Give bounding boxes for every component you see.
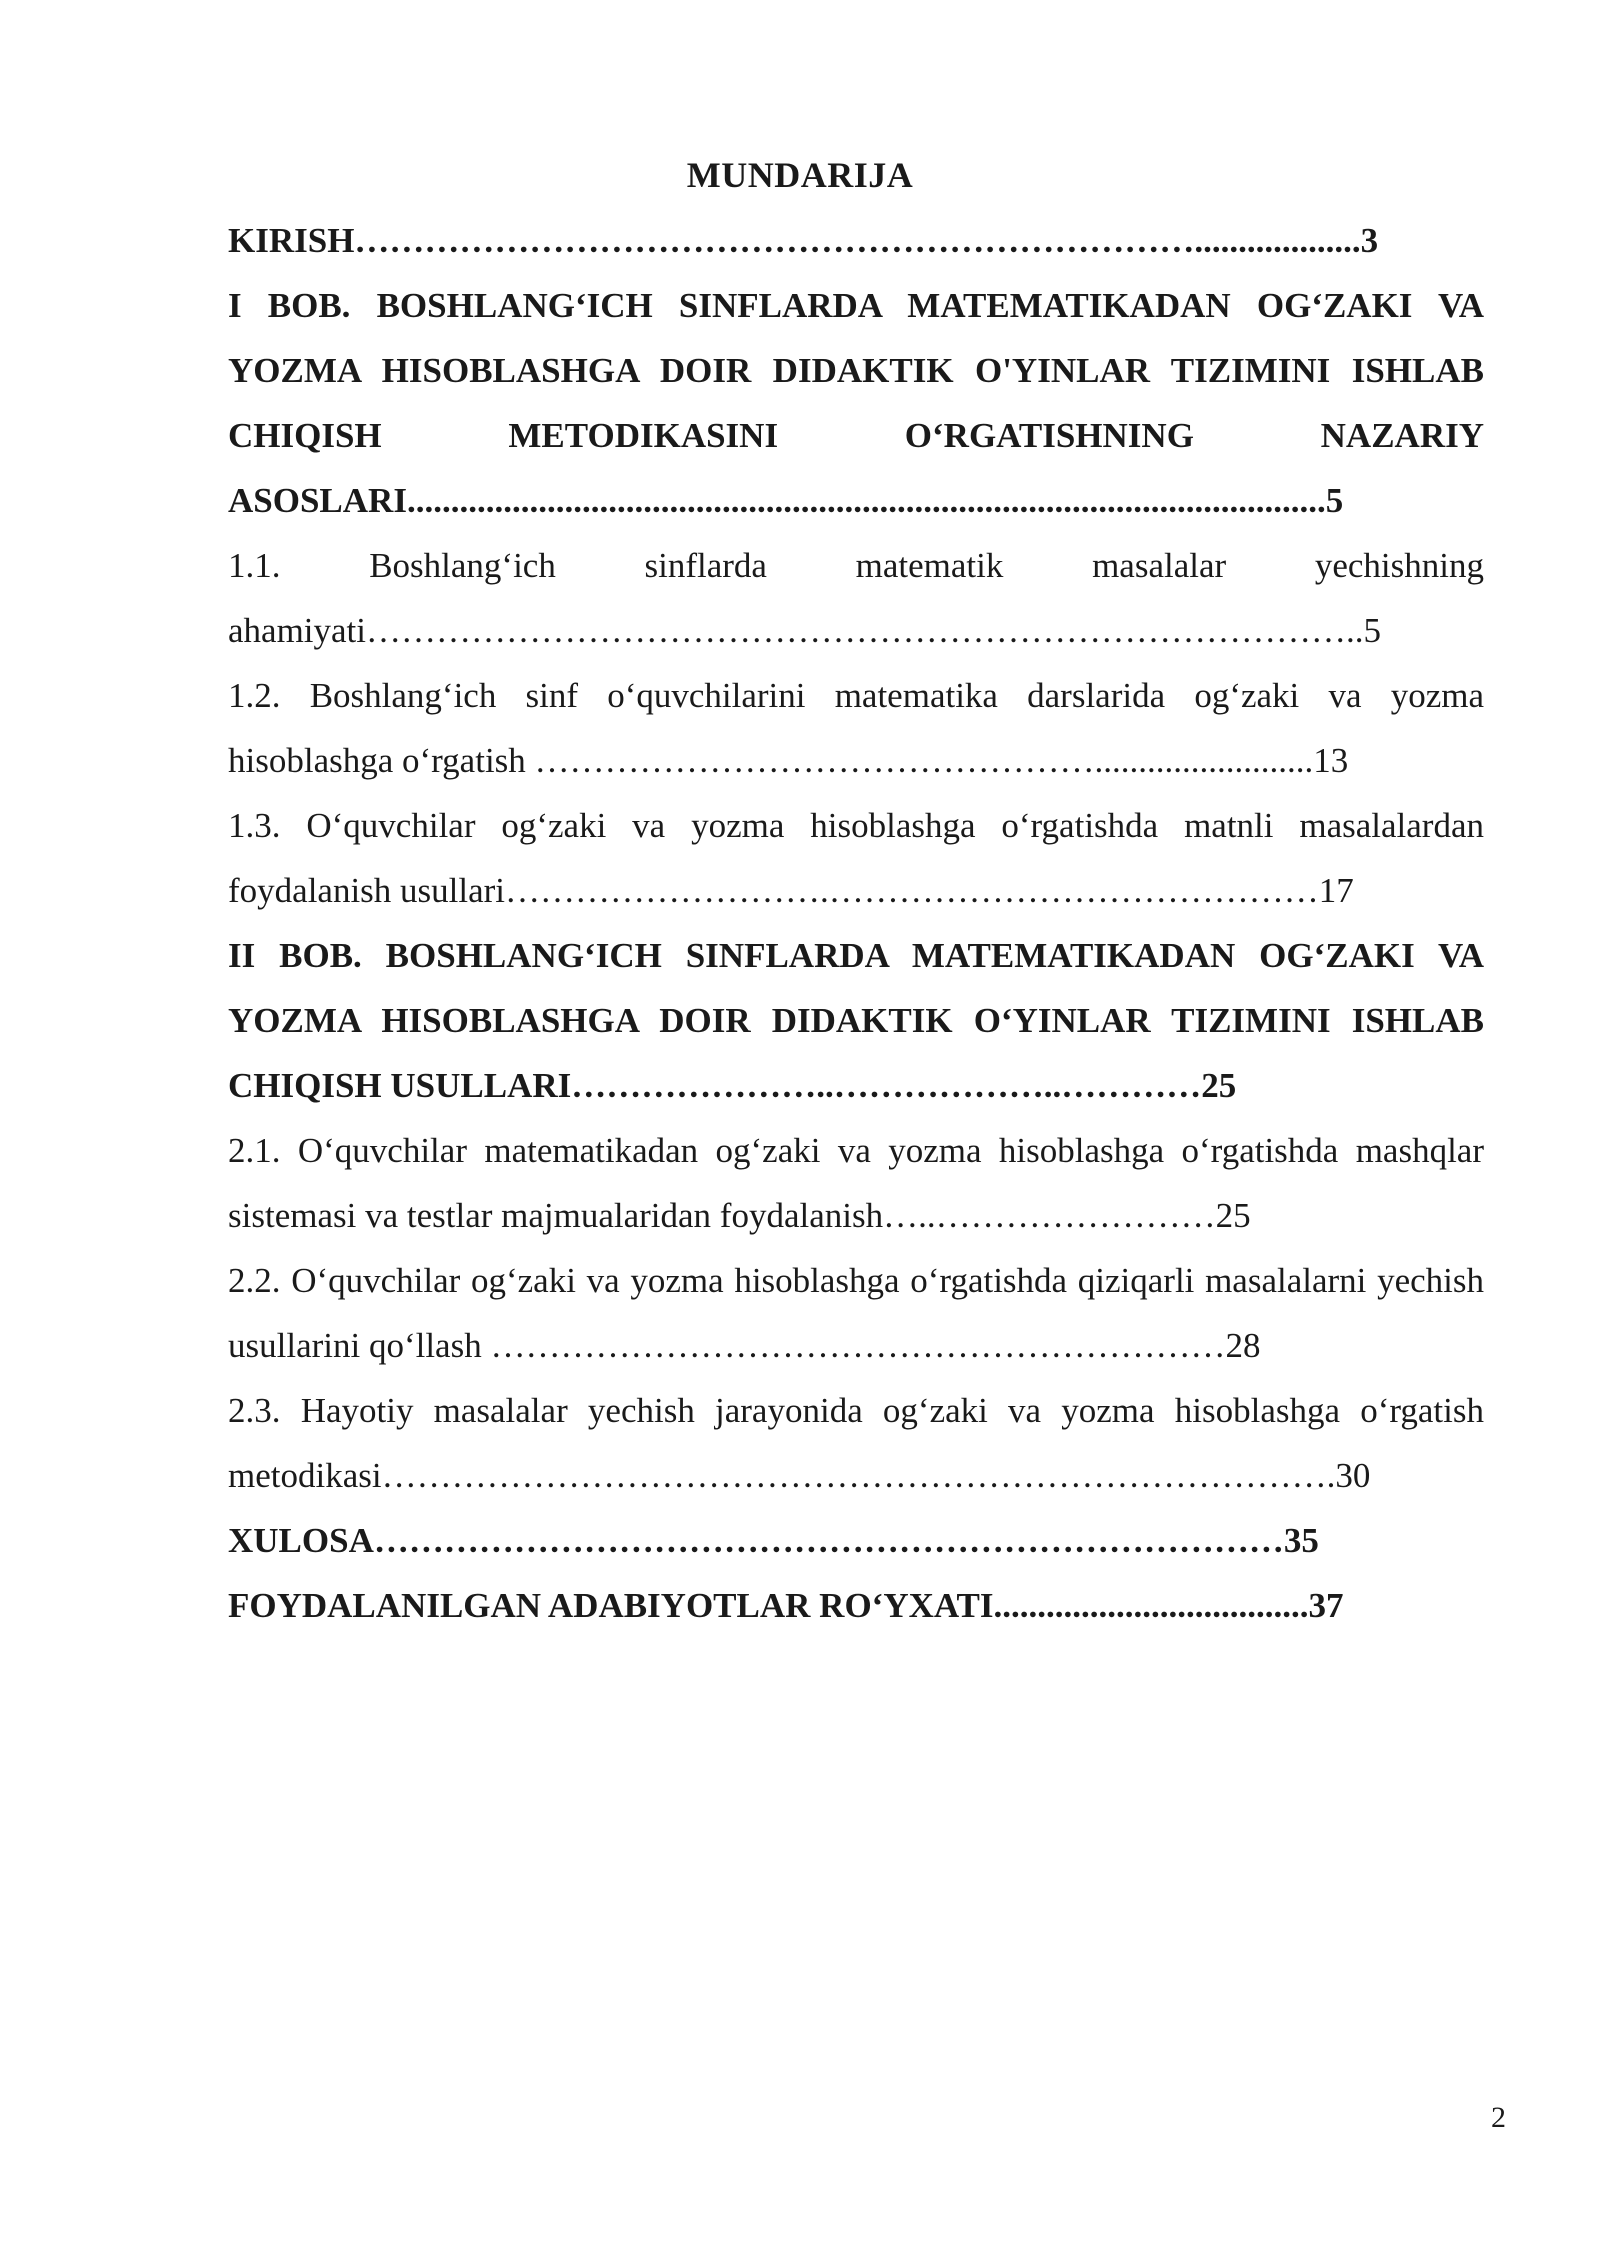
- toc-entry-text: XULOSA……………………………………………………………………35: [228, 1521, 1319, 1560]
- toc-entry-chapter-1: [228, 273, 1484, 533]
- page-number: 2: [1491, 2101, 1506, 2134]
- toc-entry-text: 2.2. O‘quvchilar og‘zaki va yozma hisoblashga o‘rgatishda qiziqarli masalalarni yechish usullarini qo‘llash ………………………………………………………28: [228, 1261, 1484, 1365]
- toc-entry-section-2-1: [228, 1118, 1484, 1248]
- toc-entry-xulosa: [228, 1508, 1484, 1573]
- toc-entry-section-1-2: [228, 663, 1484, 793]
- toc-entry-text: 2.1. O‘quvchilar matematikadan og‘zaki va yozma hisoblashga o‘rgatishda mashqlar sistemasi va testlar majmualaridan foydalanish…..……………………25: [228, 1131, 1484, 1235]
- toc-entry-chapter-2: [228, 923, 1484, 1118]
- toc-entry-text: FOYDALANILGAN ADABIYOTLAR RO‘YXATI....................................37: [228, 1586, 1344, 1625]
- toc-entry-section-1-1: [228, 533, 1484, 663]
- toc-entry-text: 1.3. O‘quvchilar og‘zaki va yozma hisoblashga o‘rgatishda matnli masalalardan foydalanish usullari……………………….……………………………………17: [228, 806, 1484, 910]
- toc-entry-references: [228, 1573, 1484, 1638]
- toc-entry-text: KIRISH………………………………………………………………...................3: [228, 221, 1379, 260]
- toc-entry-text: 1.1. Boshlang‘ich sinflarda matematik masalalar yechishning ahamiyati…………………………………………………………………………..5: [228, 546, 1484, 650]
- toc-entry-section-2-2: [228, 1248, 1484, 1378]
- toc-entry-text: II BOB. BOSHLANG‘ICH SINFLARDA MATEMATIKADAN OG‘ZAKI VA YOZMA HISOBLASHGA DOIR DIDAKTIK O‘YINLAR TIZIMINI ISHLAB CHIQISH USULLARI…………………..………………..…………25: [228, 936, 1484, 1105]
- toc-entry-section-1-3: [228, 793, 1484, 923]
- toc-entry-text: I BOB. BOSHLANG‘ICH SINFLARDA MATEMATIKADAN OG‘ZAKI VA YOZMA HISOBLASHGA DOIR DIDAKTIK O'YINLAR TIZIMINI ISHLAB CHIQISH METODIKASINI O‘RGATISHNING NAZARIY ASOSLARI.........................................................................................................5: [228, 286, 1484, 520]
- page-title: MUNDARIJA: [686, 155, 914, 195]
- toc-entry-text: 2.3. Hayotiy masalalar yechish jarayonida og‘zaki va yozma hisoblashga o‘rgatish metodikasi……………………………………………………………………….30: [228, 1391, 1484, 1495]
- toc-entry-text: 1.2. Boshlang‘ich sinf o‘quvchilarini matematika darslarida og‘zaki va yozma hisoblashga o‘rgatish ………………………………………….........................13: [228, 676, 1484, 780]
- table-of-contents: [228, 208, 1484, 1638]
- toc-entry-section-2-3: [228, 1378, 1484, 1508]
- toc-entry-kirish: [228, 208, 1484, 273]
